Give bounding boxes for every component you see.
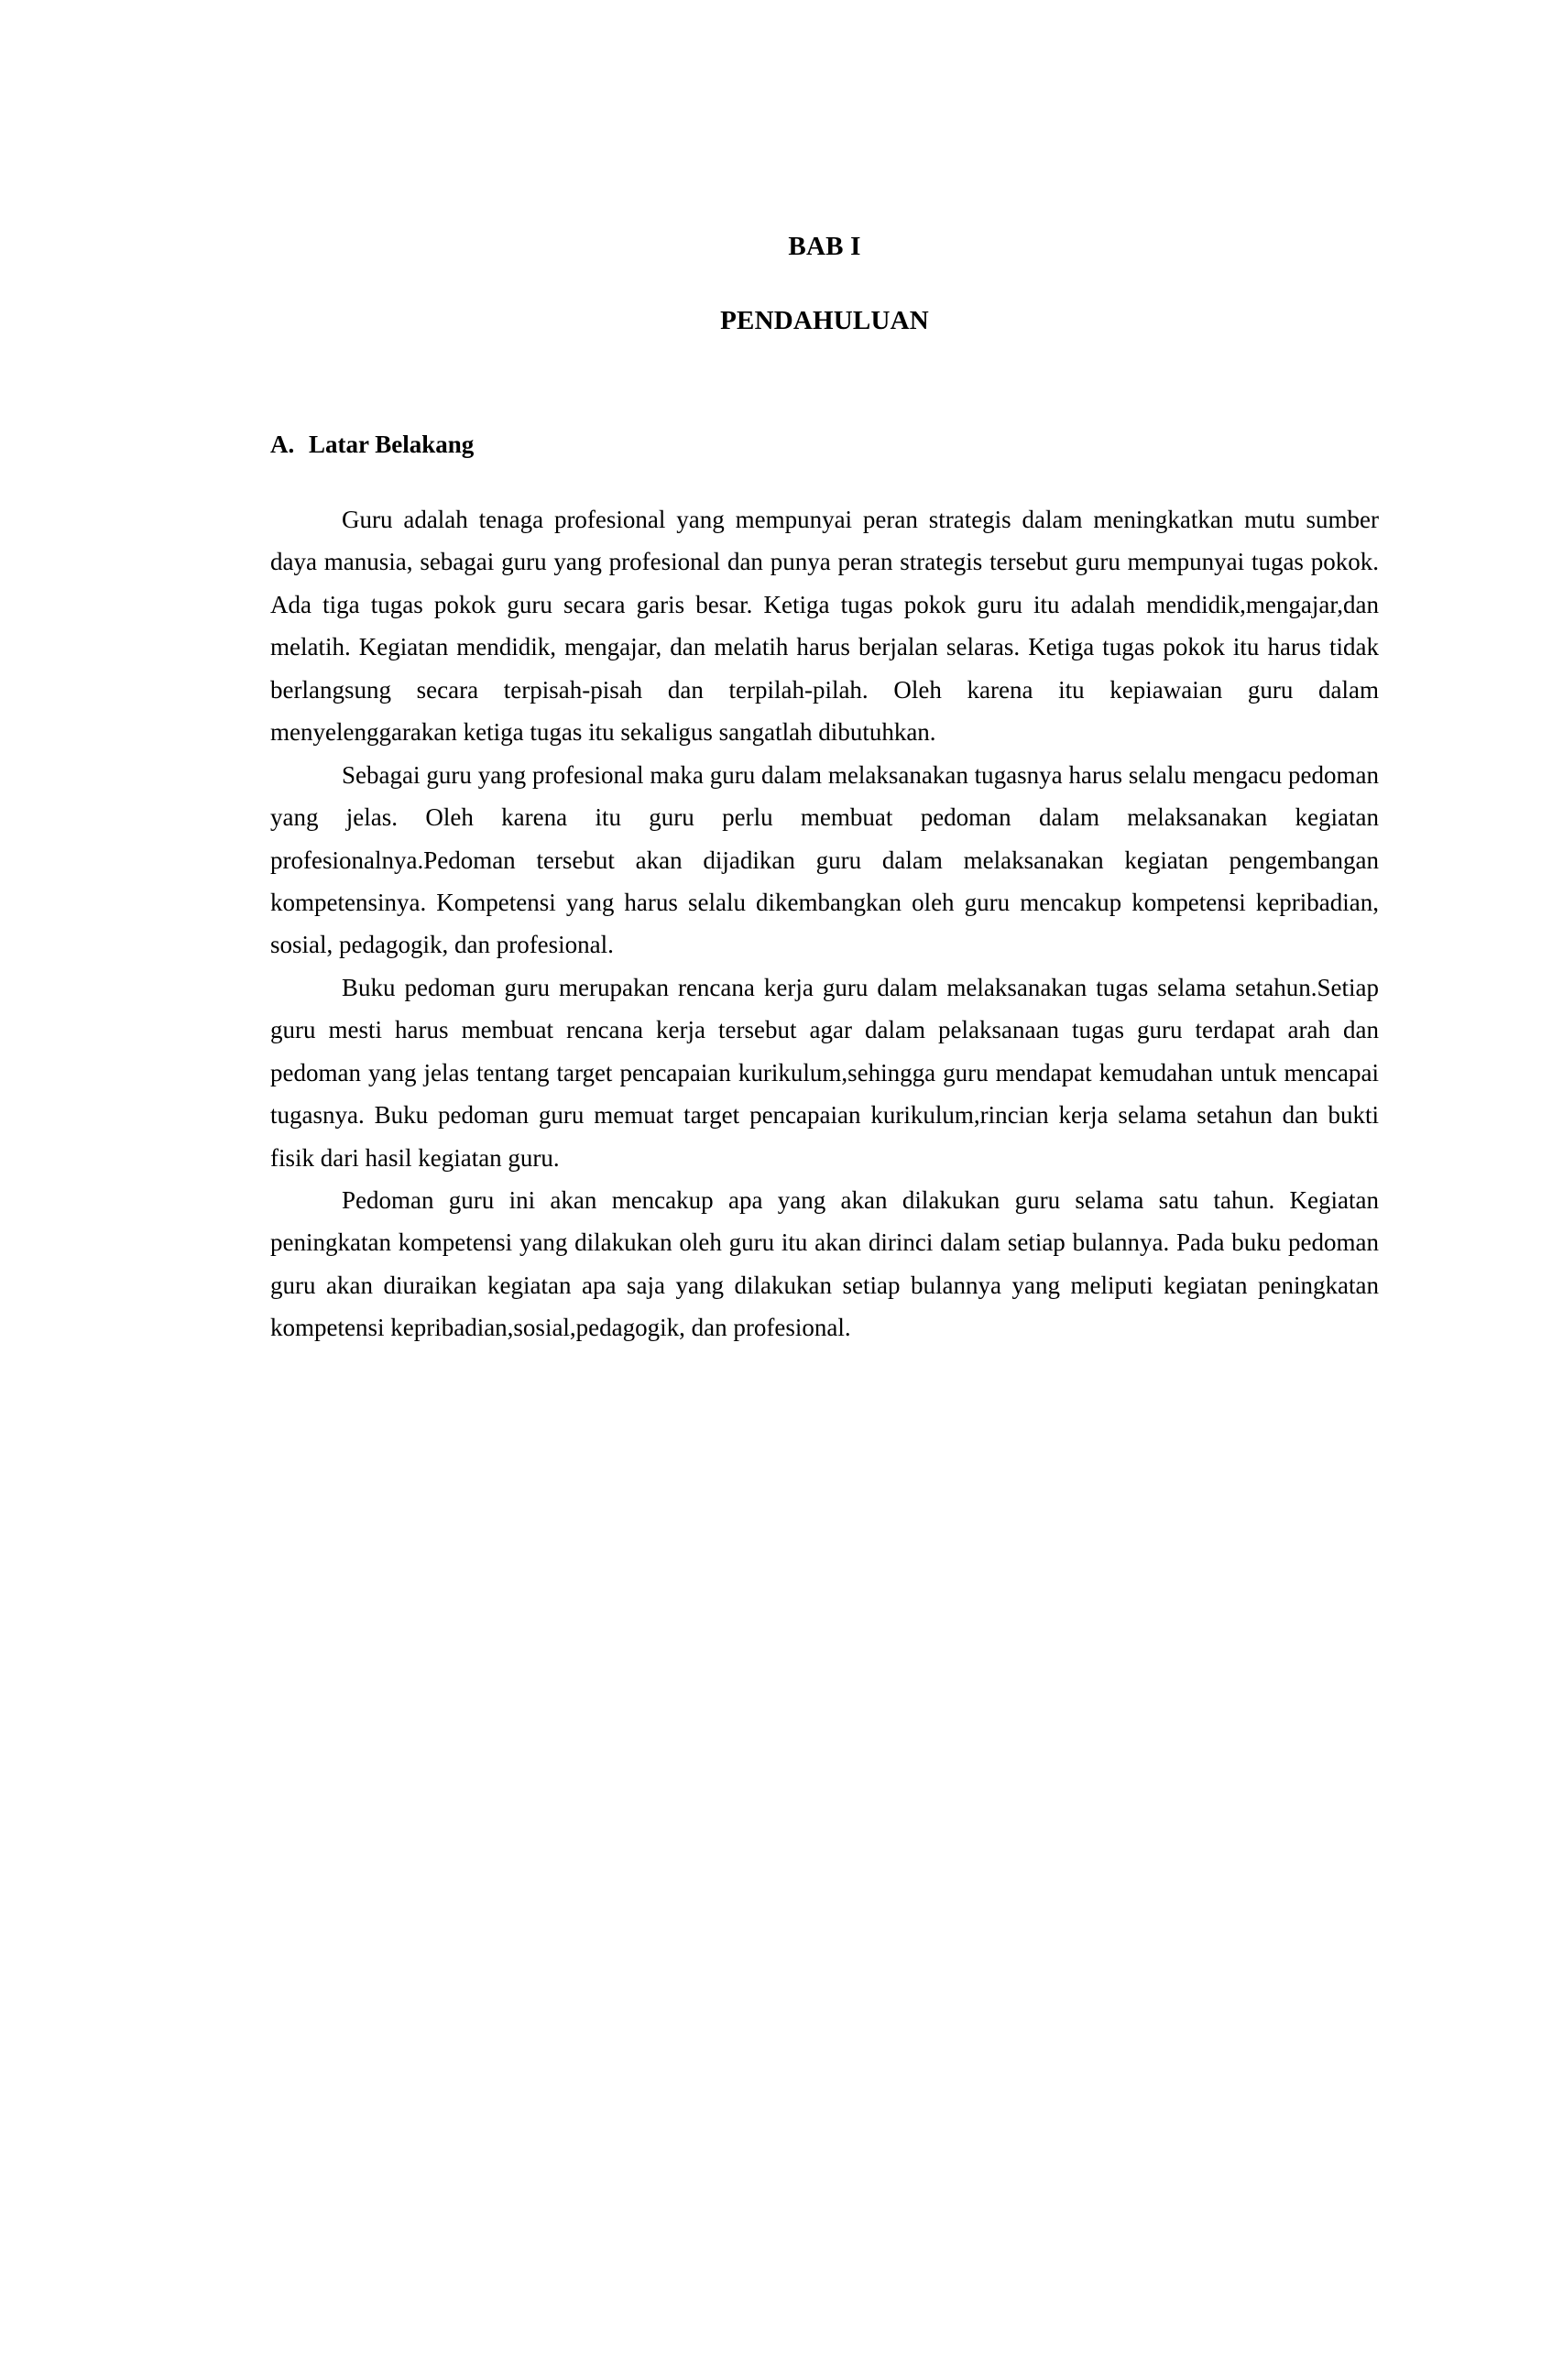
- chapter-title: BAB I: [788, 232, 861, 261]
- section-heading: [270, 431, 1379, 459]
- paragraph: [270, 966, 1379, 1179]
- paragraph-text: Guru adalah tenaga profesional yang mempunyai peran strategis dalam meningkatkan mutu sumber daya manusia, sebagai guru yang profesional dan punya peran strategis tersebut guru mempunyai tugas pokok. Ada tiga tugas pokok guru secara garis besar. Ketiga tugas pokok guru itu adalah mendidik,mengajar,dan melatih. Kegiatan mendidik, mengajar, dan melatih harus berjalan selaras. Ketiga tugas pokok itu harus tidak berlangsung secara terpisah-pisah dan terpilah-pilah. Oleh karena itu kepiawaian guru dalam menyelenggarakan ketiga tugas itu sekaligus sangatlah dibutuhkan.: [270, 506, 1379, 747]
- chapter-subtitle: PENDAHULUAN: [720, 306, 929, 335]
- section-label: Latar Belakang: [309, 431, 475, 458]
- paragraph-text: Sebagai guru yang profesional maka guru dalam melaksanakan tugasnya harus selalu mengacu pedoman yang jelas. Oleh karena itu guru perlu membuat pedoman dalam melaksanakan kegiatan profesionalnya.Pedoman tersebut akan dijadikan guru dalam melaksanakan kegiatan pengembangan kompetensinya. Kompetensi yang harus selalu dikembangkan oleh guru mencakup kompetensi kepribadian, sosial, pedagogik, dan profesional.: [270, 760, 1379, 959]
- paragraph: [270, 498, 1379, 754]
- paragraph: [270, 1179, 1379, 1349]
- paragraph: [270, 754, 1379, 966]
- paragraph-text: Pedoman guru ini akan mencakup apa yang akan dilakukan guru selama satu tahun. Kegiatan peningkatan kompetensi yang dilakukan oleh guru itu akan dirinci dalam setiap bulannya. Pada buku pedoman guru akan diuraikan kegiatan apa saja yang dilakukan setiap bulannya yang meliputi kegiatan peningkatan kompetensi kepribadian,sosial,pedagogik, dan profesional.: [270, 1186, 1379, 1342]
- section-letter: A.: [270, 431, 295, 458]
- document-content: [270, 234, 1379, 1349]
- paragraph-text: Buku pedoman guru merupakan rencana kerja guru dalam melaksanakan tugas selama setahun.Setiap guru mesti harus membuat rencana kerja tersebut agar dalam pelaksanaan tugas guru terdapat arah dan pedoman yang jelas tentang target pencapaian kurikulum,sehingga guru mendapat kemudahan untuk mencapai tugasnya. Buku pedoman guru memuat target pencapaian kurikulum,rincian kerja selama setahun dan bukti fisik dari hasil kegiatan guru.: [270, 973, 1379, 1172]
